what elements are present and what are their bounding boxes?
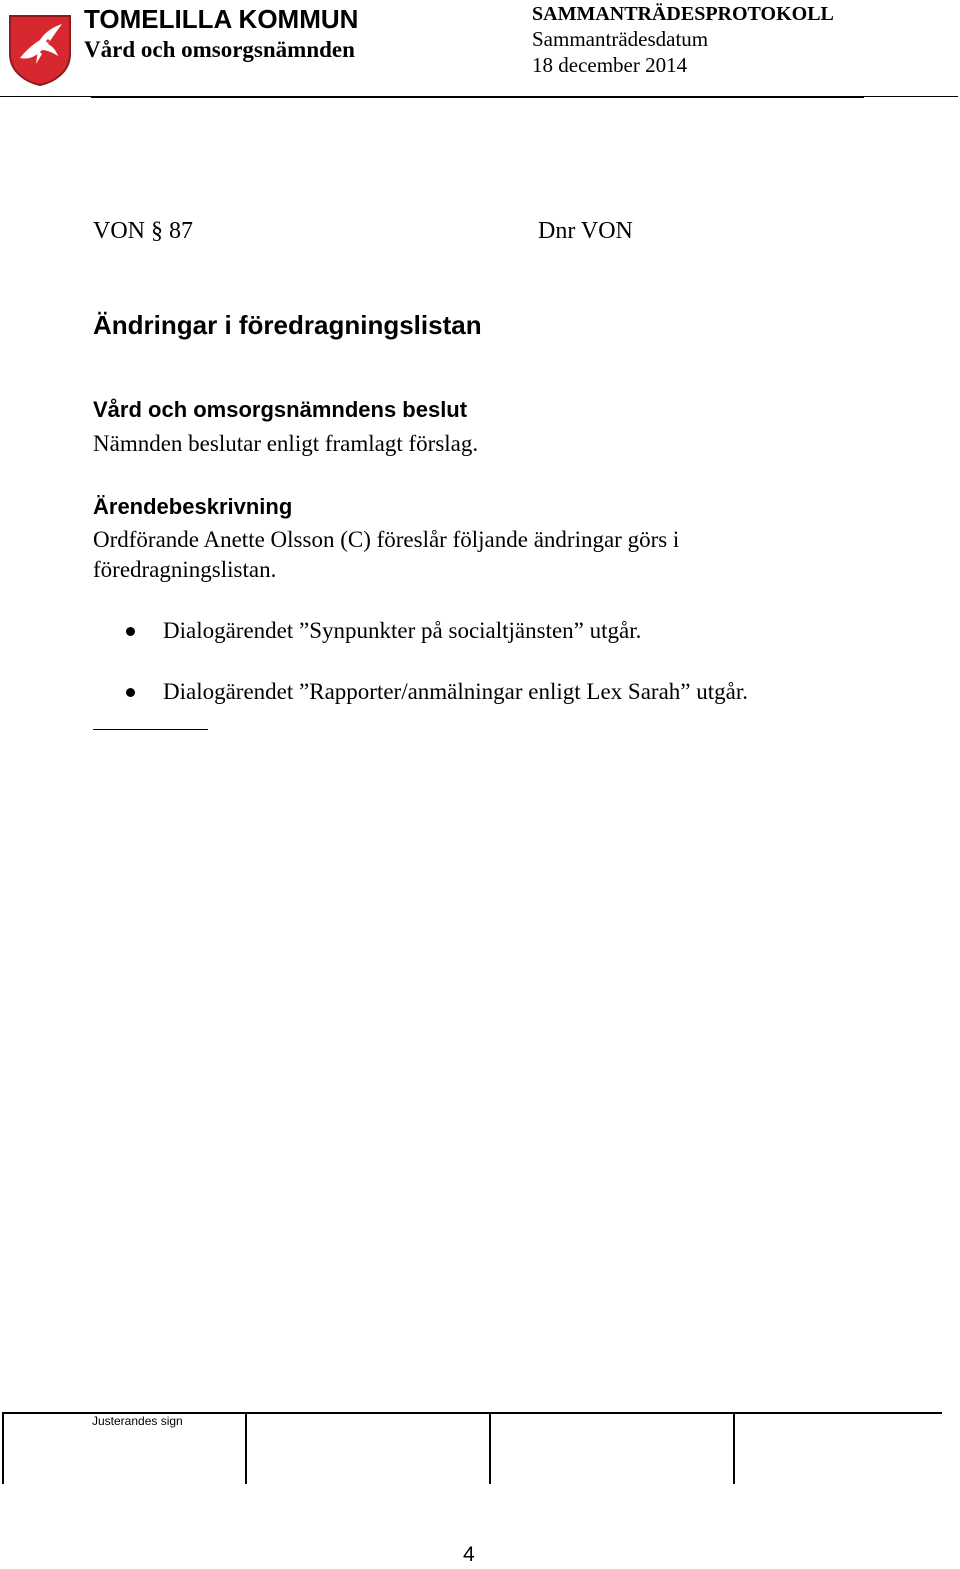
document-type: SAMMANTRÄDESPROTOKOLL (532, 3, 834, 25)
section-reference: VON § 87 (93, 218, 193, 244)
description-heading: Ärendebeskrivning (93, 494, 293, 519)
decision-text: Nämnden beslutar enligt framlagt förslag. (93, 431, 479, 456)
decision-heading: Vård och omsorgsnämndens beslut (93, 397, 468, 422)
list-item: Dialogärendet ”Rapporter/anmälningar enligt Lex Sarah” utgår. (163, 679, 748, 704)
signature-cell (2, 1414, 4, 1484)
header-divider-accent (91, 96, 864, 98)
board-name: Vård och omsorgsnämnden (84, 37, 355, 62)
municipal-crest-icon (8, 14, 72, 86)
page-number: 4 (463, 1543, 475, 1566)
diary-number: Dnr VON (538, 218, 633, 244)
signature-cell (733, 1414, 735, 1484)
signature-label: Justerandes sign (92, 1414, 183, 1428)
bullet-point (126, 688, 135, 697)
description-text: Ordförande Anette Olsson (C) föreslår följande ändringar görs i föredragningslistan. (93, 527, 680, 582)
signature-cell (489, 1414, 491, 1484)
list-item: Dialogärendet ”Synpunkter på socialtjänsten” utgår. (163, 618, 642, 643)
section-end-rule (93, 729, 208, 730)
item-title: Ändringar i föredragningslistan (93, 310, 482, 340)
meeting-date: 18 december 2014 (532, 53, 688, 77)
meeting-date-label: Sammanträdesdatum (532, 27, 709, 51)
bullet-point (126, 627, 135, 636)
signature-cell (245, 1414, 247, 1484)
organization-name: TOMELILLA KOMMUN (84, 4, 359, 34)
